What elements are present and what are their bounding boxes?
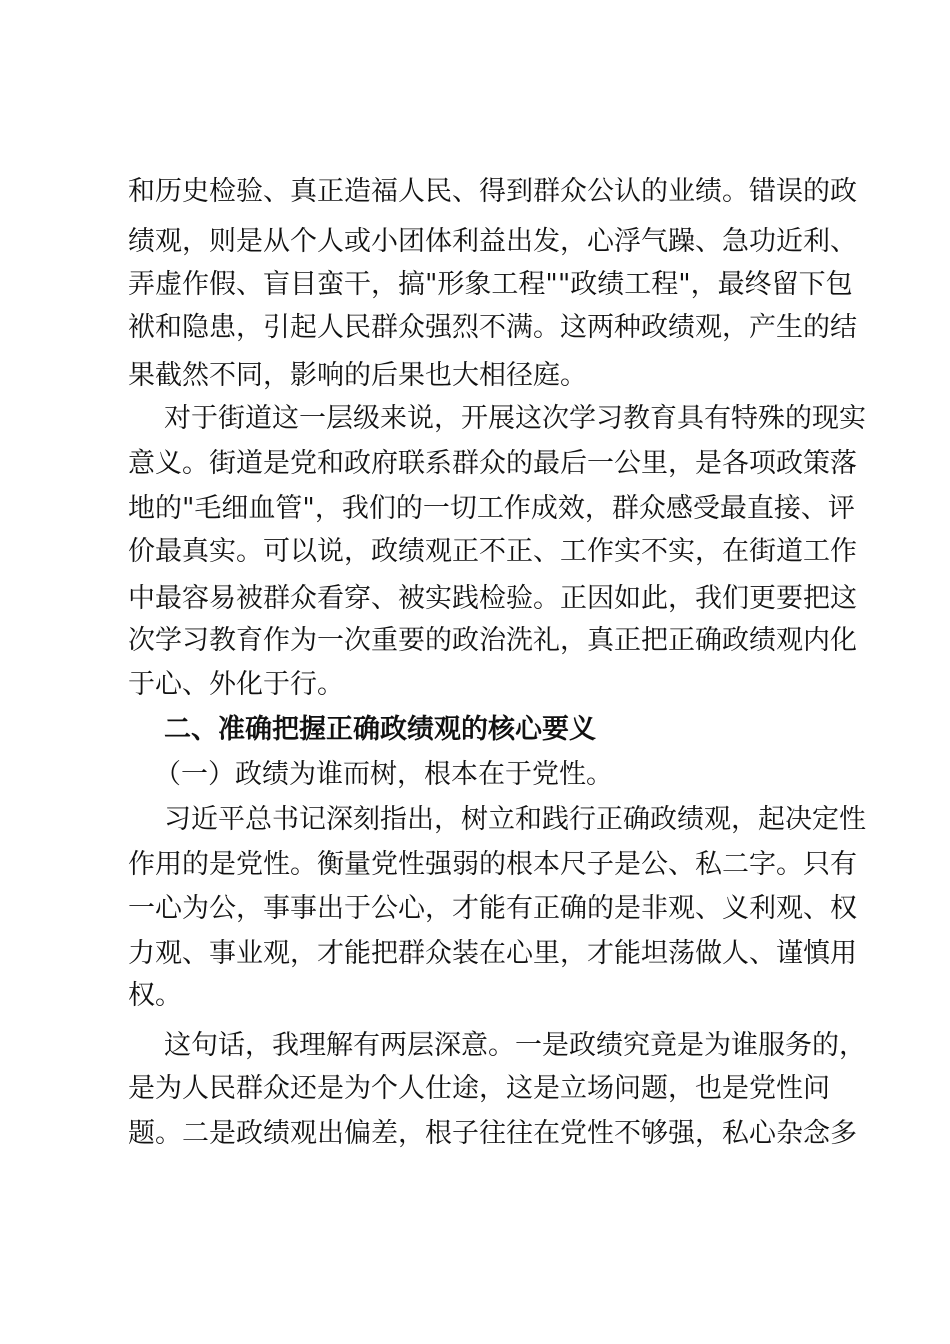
body-text-line: 是为人民群众还是为个人仕途，这是立场问题，也是党性问 bbox=[128, 1073, 830, 1104]
section-heading: 二、准确把握正确政绩观的核心要义 bbox=[164, 714, 596, 745]
subsection-heading: （一）政绩为谁而树，根本在于党性。 bbox=[154, 759, 613, 790]
body-text-line: 一心为公，事事出于公心，才能有正确的是非观、义利观、权 bbox=[128, 893, 857, 924]
body-text-line: 习近平总书记深刻指出，树立和践行正确政绩观，起决定性 bbox=[164, 804, 866, 835]
body-text-line: 价最真实。可以说，政绩观正不正、工作实不实，在街道工作 bbox=[128, 536, 857, 567]
body-text-line: 权。 bbox=[128, 980, 182, 1011]
body-text-line: 中最容易被群众看穿、被实践检验。正因如此，我们更要把这 bbox=[128, 583, 857, 614]
body-text-line: 袱和隐患，引起人民群众强烈不满。这两种政绩观，产生的结 bbox=[128, 312, 857, 343]
body-text-line: 这句话，我理解有两层深意。一是政绩究竟是为谁服务的， bbox=[164, 1030, 866, 1061]
body-text-line: 意义。街道是党和政府联系群众的最后一公里，是各项政策落 bbox=[128, 448, 857, 479]
body-text-line: 果截然不同，影响的后果也大相径庭。 bbox=[128, 360, 587, 391]
body-text-line: 题。二是政绩观出偏差，根子往往在党性不够强，私心杂念多 bbox=[128, 1118, 857, 1149]
body-text-line: 和历史检验、真正造福人民、得到群众公认的业绩。错误的政 bbox=[128, 176, 857, 207]
body-text-line: 对于街道这一层级来说，开展这次学习教育具有特殊的现实 bbox=[164, 403, 866, 434]
body-text-line: 绩观，则是从个人或小团体利益出发，心浮气躁、急功近利、 bbox=[128, 226, 857, 257]
body-text-line: 弄虚作假、盲目蛮干，搞"形象工程""政绩工程"，最终留下包 bbox=[128, 269, 853, 300]
body-text-line: 于心、外化于行。 bbox=[128, 669, 344, 700]
body-text-line: 次学习教育作为一次重要的政治洗礼，真正把正确政绩观内化 bbox=[128, 625, 857, 656]
body-text-line: 力观、事业观，才能把群众装在心里，才能坦荡做人、谨慎用 bbox=[128, 938, 857, 969]
body-text-line: 地的"毛细血管"，我们的一切工作成效，群众感受最直接、评 bbox=[128, 493, 855, 524]
body-text-line: 作用的是党性。衡量党性强弱的根本尺子是公、私二字。只有 bbox=[128, 849, 857, 880]
